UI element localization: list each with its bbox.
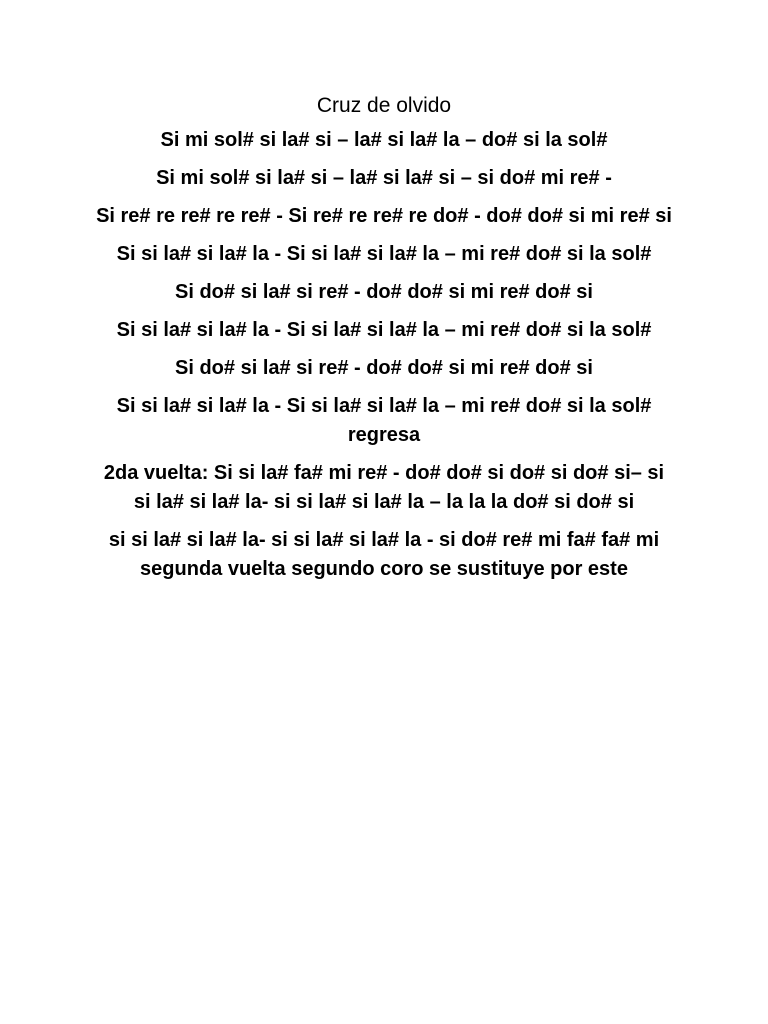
- lyric-line-4: Si si la# si la# la - Si si la# si la# la – mi re# do# si la sol#: [116, 243, 652, 265]
- lyric-line-2: Si mi sol# si la# si – la# si la# si – si do# mi re# -: [156, 167, 612, 189]
- lyric-line-9: 2da vuelta: Si si la# fa# mi re# - do# do# si do# si do# si– si si la# si la# la- si si la# si la# la – la la la do# si do# si: [103, 462, 665, 513]
- document-title: Cruz de olvido: [316, 94, 452, 117]
- lyric-line-1: Si mi sol# si la# si – la# si la# la – do# si la sol#: [160, 129, 608, 151]
- lyric-line-7: Si do# si la# si re# - do# do# si mi re# do# si: [175, 357, 593, 379]
- lyric-line-8: Si si la# si la# la - Si si la# si la# la – mi re# do# si la sol# regresa: [116, 395, 652, 446]
- lyric-line-10: si si la# si la# la- si si la# si la# la - si do# re# mi fa# fa# mi segunda vuelta segundo coro se sustituye por este: [108, 529, 660, 580]
- lyric-line-3: Si re# re re# re re# - Si re# re re# re do# - do# do# si mi re# si: [96, 205, 672, 227]
- lyric-line-5: Si do# si la# si re# - do# do# si mi re# do# si: [175, 281, 593, 303]
- lyric-line-6: Si si la# si la# la - Si si la# si la# la – mi re# do# si la sol#: [116, 319, 652, 341]
- document-page: [96, 88, 672, 593]
